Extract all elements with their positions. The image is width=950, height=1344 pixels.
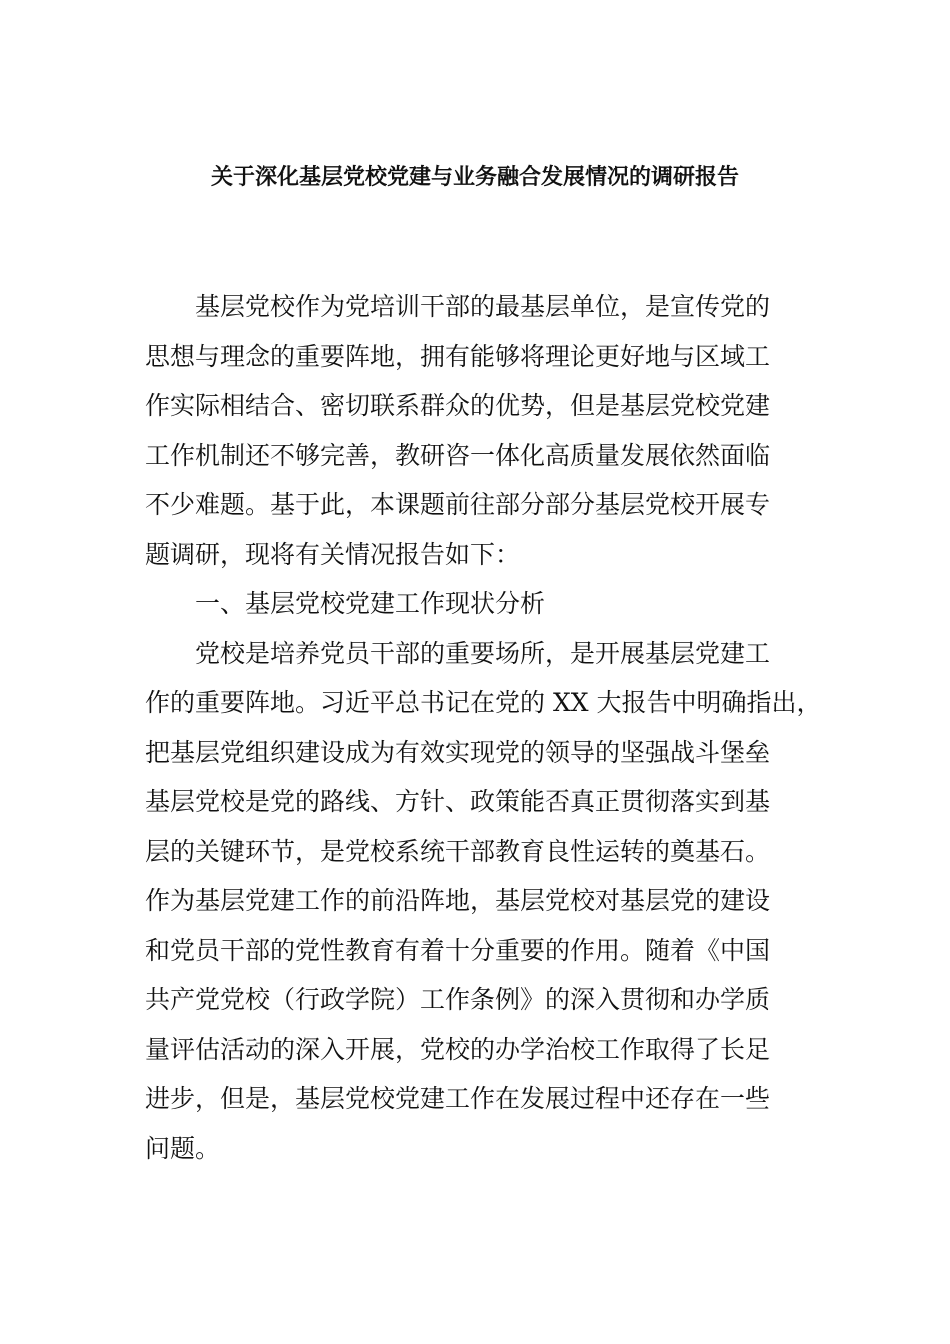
- paragraph-2-line-4: 基层党校是党的路线、方针、政策能否真正贯彻落实到基: [145, 787, 771, 816]
- paragraph-2-line-7: 和党员干部的党性教育有着十分重要的作用。随着《中国: [145, 935, 771, 965]
- paragraph-2-line-10: 进步，但是，基层党校党建工作在发展过程中还存在一些: [145, 1084, 771, 1113]
- paragraph-2-line-2: 作的重要阵地。习近平总书记在党的 XX 大报告中明确指出，: [145, 688, 822, 717]
- paragraph-1-line-5: 不少难题。基于此，本课题前往部分部分基层党校开展专: [145, 490, 771, 519]
- paragraph-1-line-4: 工作机制还不够完善，教研咨一体化高质量发展依然面临: [145, 440, 771, 470]
- paragraph-2-line-8: 共产党党校（行政学院）工作条例》的深入贯彻和办学质: [145, 985, 771, 1014]
- paragraph-1-line-3: 作实际相结合、密切联系群众的优势，但是基层党校党建: [145, 391, 771, 420]
- document-body: [145, 282, 835, 1173]
- paragraph-2-line-9: 量评估活动的深入开展，党校的办学治校工作取得了长足: [145, 1034, 771, 1064]
- paragraph-1-line-6: 题调研，现将有关情况报告如下：: [145, 539, 521, 569]
- paragraph-1-line-2: 思想与理念的重要阵地，拥有能够将理论更好地与区域工: [145, 341, 771, 371]
- paragraph-2-line-1: 党校是培养党员干部的重要场所，是开展基层党建工: [195, 638, 771, 668]
- paragraph-2-line-3: 把基层党组织建设成为有效实现党的领导的坚强战斗堡垒: [145, 737, 771, 767]
- paragraph-2-line-6: 作为基层党建工作的前沿阵地，基层党校对基层党的建设: [145, 886, 771, 915]
- paragraph-1-line-1: 基层党校作为党培训干部的最基层单位，是宣传党的: [195, 292, 771, 321]
- section-heading-1: 一、基层党校党建工作现状分析: [195, 589, 546, 618]
- paragraph-2-line-5: 层的关键环节，是党校系统干部教育良性运转的奠基石。: [145, 836, 771, 866]
- document-title: 关于深化基层党校党建与业务融合发展情况的调研报告: [210, 165, 739, 190]
- paragraph-2-line-11: 问题。: [145, 1133, 221, 1163]
